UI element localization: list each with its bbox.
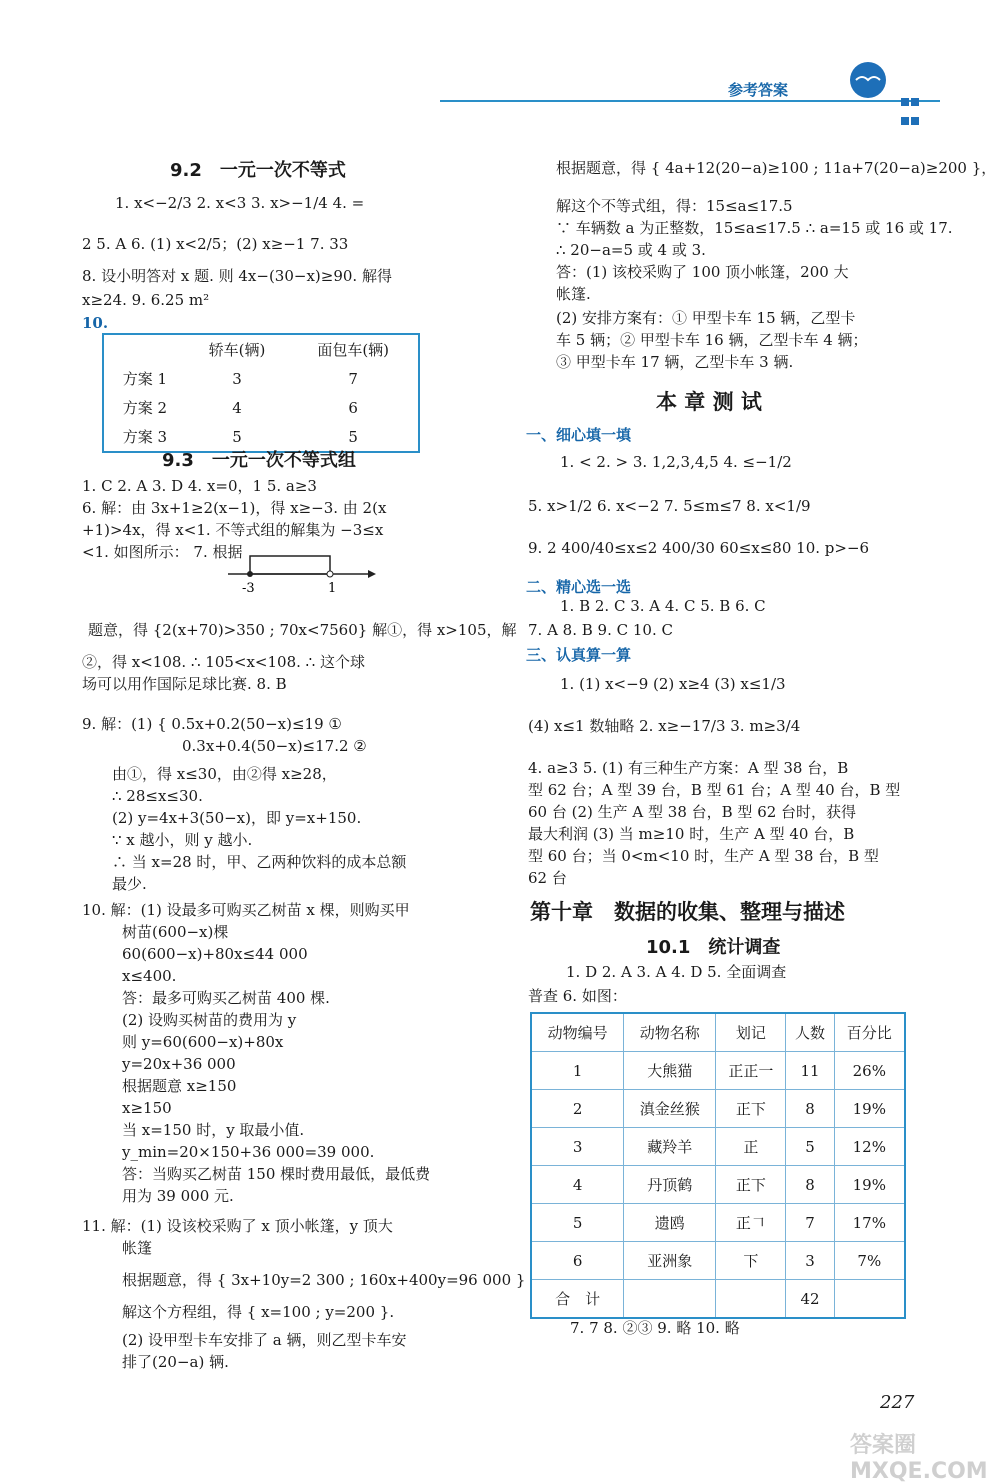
answer-line: <1. 如图所示： 7. 根据: [82, 543, 243, 561]
answer-line: ∴ 28≤x≤30.: [112, 787, 203, 805]
table-cell: 8: [786, 1090, 834, 1128]
answer-line: +1)>4x，得 x<1. 不等式组的解集为 −3≤x: [82, 521, 384, 539]
answer-line: 帐篷.: [556, 285, 591, 303]
table-cell: 下: [716, 1242, 786, 1280]
answer-line: 型 62 台；A 型 39 台，B 型 61 台；A 型 40 台，B 型: [528, 781, 901, 799]
answer-line: 则 y=60(600−x)+80x: [122, 1033, 284, 1051]
answer-line: 由①，得 x≤30，由②得 x≥28，: [112, 765, 337, 783]
answer-line: (2) 安排方案有：① 甲型卡车 15 辆，乙型卡: [556, 309, 856, 327]
answer-line: y=20x+36 000: [122, 1055, 236, 1073]
answer-line: 7. A 8. B 9. C 10. C: [528, 621, 673, 639]
answer-line: 帐篷: [122, 1239, 153, 1257]
table-cell: 7: [786, 1204, 834, 1242]
answer-line: 6. 解：由 3x+1≥2(x−1)，得 x≥−3. 由 2(x: [82, 499, 387, 517]
answer-line: 1. C 2. A 3. D 4. x=0，1 5. a≥3: [82, 477, 317, 495]
answer-line: x≥24. 9. 6.25 m²: [82, 291, 210, 309]
table-header: 面包车(辆): [317, 341, 390, 359]
table-cell: 17%: [834, 1204, 905, 1242]
answer-line: 1. < 2. > 3. 1,2,3,4,5 4. ≤−1/2: [560, 453, 792, 471]
answer-line: ∵ 车辆数 a 为正整数，15≤a≤17.5 ∴ a=15 或 16 或 17.: [556, 219, 953, 237]
table-cell: 11: [786, 1052, 834, 1090]
table-cell: 3: [786, 1242, 834, 1280]
answer-line: 5. x>1/2 6. x<−2 7. 5≤m≤7 8. x<1/9: [528, 497, 811, 515]
answer-line: 60(600−x)+80x≤44 000: [122, 945, 308, 963]
answer-line: 题意，得 {2(x+70)>350 ; 70x<7560} 解①，得 x>105，解: [88, 621, 517, 639]
answer-line: 普查 6. 如图：: [528, 987, 627, 1005]
table-row: [103, 393, 419, 422]
table-header: 动物名称: [624, 1013, 716, 1052]
answer-line: (4) x≤1 数轴略 2. x≥−17/3 3. m≥3/4: [528, 717, 801, 735]
table-header: 划记: [716, 1013, 786, 1052]
table-row: [531, 1204, 905, 1242]
chapter-10-title: 第十章 数据的收集、整理与描述: [530, 900, 845, 924]
table-header: 百分比: [834, 1013, 905, 1052]
table-cell: [834, 1280, 905, 1319]
table-cell: 正下: [716, 1166, 786, 1204]
answer-line: 排了(20−a) 辆.: [122, 1353, 229, 1371]
table-cell: 正正一: [716, 1052, 786, 1090]
answer-line: x≥150: [122, 1099, 172, 1117]
table-cell: 遗鸥: [624, 1204, 716, 1242]
answer-line: (2) 设甲型卡车安排了 a 辆，则乙型卡车安: [122, 1331, 407, 1349]
answer-line: 最少.: [112, 875, 147, 893]
answer-line: 解这个不等式组，得：15≤a≤17.5: [556, 197, 793, 215]
table-cell: 19%: [834, 1166, 905, 1204]
chapter-test-title: 本 章 测 试: [656, 390, 762, 414]
table-cell: 正: [716, 1128, 786, 1166]
part-heading: 三、认真算一算: [526, 646, 632, 664]
answer-line: y_min=20×150+36 000=39 000.: [122, 1143, 375, 1161]
table-cell: 合 计: [531, 1280, 624, 1319]
table-cell: 8: [786, 1166, 834, 1204]
table-animal-survey: [530, 1012, 906, 1319]
table-cell: 42: [786, 1280, 834, 1319]
part-heading: 一、细心填一填: [526, 426, 632, 444]
part-heading: 二、精心选一选: [526, 578, 632, 596]
table-cell: 2: [531, 1090, 624, 1128]
number-line-label: -3: [242, 581, 255, 594]
table-cell: 方案 1: [122, 370, 167, 388]
table-cell: 正𠃍: [716, 1204, 786, 1242]
answer-line: 4. a≥3 5. (1) 有三种生产方案：A 型 38 台，B: [528, 759, 849, 777]
table-cell: 6: [531, 1242, 624, 1280]
table-cell: 19%: [834, 1090, 905, 1128]
answer-line: 0.3x+0.4(50−x)≤17.2 ②: [182, 737, 367, 755]
table-cell: 方案 2: [122, 399, 167, 417]
table-cell: 丹顶鹤: [624, 1166, 716, 1204]
table-cell: 大熊猫: [624, 1052, 716, 1090]
logo-icon: [838, 56, 898, 100]
answer-line: ③ 甲型卡车 17 辆，乙型卡车 3 辆.: [556, 353, 794, 371]
table-cell: 亚洲象: [624, 1242, 716, 1280]
answer-line: 1. B 2. C 3. A 4. C 5. B 6. C: [560, 597, 766, 615]
header-title: 参考答案: [728, 81, 789, 99]
table-cell: 5: [786, 1128, 834, 1166]
answer-line: 根据题意 x≥150: [122, 1077, 237, 1095]
answer-line: 当 x=150 时，y 取最小值.: [122, 1121, 305, 1139]
answer-line: 1. D 2. A 3. A 4. D 5. 全面调查: [566, 963, 787, 981]
table-cell: 5: [348, 427, 358, 446]
answer-line: ∴ 20−a=5 或 4 或 3.: [556, 241, 706, 259]
answer-line: 9. 2 400/40≤x≤2 400/30 60≤x≤80 10. p>−6: [528, 539, 870, 557]
answer-line: (2) y=4x+3(50−x)，即 y=x+150.: [112, 809, 362, 827]
answer-line: 2 5. A 6. (1) x<2/5；(2) x≥−1 7. 33: [82, 235, 349, 253]
answer-line: 根据题意，得 { 4a+12(20−a)≥100 ; 11a+7(20−a)≥200 }，: [556, 159, 997, 177]
table-cell: 3: [232, 369, 242, 388]
section-9-3-title: 9.3 一元一次不等式组: [162, 450, 356, 471]
answer-line: 解这个方程组，得 { x=100 ; y=200 }.: [122, 1303, 395, 1321]
number-line-label: 1: [328, 581, 337, 594]
answer-line: 树苗(600−x)棵: [122, 923, 229, 941]
table-cell: 5: [232, 427, 242, 446]
table-row: [531, 1128, 905, 1166]
table-cell: 6: [348, 398, 358, 417]
table-cell: 正下: [716, 1090, 786, 1128]
table-cell: 12%: [834, 1128, 905, 1166]
answer-line: 答：最多可购买乙树苗 400 棵.: [122, 989, 330, 1007]
table-row-total: [531, 1280, 905, 1319]
answer-line: 8. 设小明答对 x 题. 则 4x−(30−x)≥90. 解得: [82, 267, 392, 285]
table-cell: 3: [531, 1128, 624, 1166]
answer-line: 9. 解：(1) { 0.5x+0.2(50−x)≤19 ①: [82, 715, 342, 733]
table-row: [531, 1242, 905, 1280]
table-cell: 26%: [834, 1052, 905, 1090]
answer-line: ∵ x 越小，则 y 越小.: [112, 831, 253, 849]
table-cell: 5: [531, 1204, 624, 1242]
answer-line: ②，得 x<108. ∴ 105<x<108. ∴ 这个球: [82, 653, 365, 671]
table-cell: 滇金丝猴: [624, 1090, 716, 1128]
answer-line: ∴ 当 x=28 时，甲、乙两种饮料的成本总额: [112, 853, 407, 871]
table-row: [531, 1090, 905, 1128]
table-header: 人数: [786, 1013, 834, 1052]
table-row: [103, 364, 419, 393]
table-row: [531, 1052, 905, 1090]
header-rule: [440, 100, 940, 102]
answer-line: 60 台 (2) 生产 A 型 38 台，B 型 62 台时，获得: [528, 803, 857, 821]
answer-line: 用为 39 000 元.: [122, 1187, 234, 1205]
answer-line: 11. 解：(1) 设该校采购了 x 顶小帐篷，y 顶大: [82, 1217, 393, 1235]
table-header: 轿车(辆): [208, 341, 266, 359]
answer-line: (2) 设购买树苗的费用为 y: [122, 1011, 297, 1029]
answer-line: x≤400.: [122, 967, 177, 985]
table-cell: [716, 1280, 786, 1319]
answer-line: 10. 解：(1) 设最多可购买乙树苗 x 棵，则购买甲: [82, 901, 410, 919]
decoration-squares: [900, 92, 920, 130]
table-header-row: [103, 334, 419, 364]
answer-line: 答：当购买乙树苗 150 棵时费用最低，最低费: [122, 1165, 431, 1183]
answer-line: 车 5 辆；② 甲型卡车 16 辆，乙型卡车 4 辆；: [556, 331, 868, 349]
table-header: 动物编号: [531, 1013, 624, 1052]
answer-line: 62 台: [528, 869, 567, 887]
answer-line: 10.: [82, 314, 109, 332]
table-10: [102, 333, 420, 453]
answer-line: 场可以用作国际足球比赛. 8. B: [82, 675, 287, 693]
watermark: 答案圈 MXQE.COM: [850, 1433, 988, 1484]
answer-line: 7. 7 8. ②③ 9. 略 10. 略: [570, 1319, 740, 1337]
table-row: [531, 1166, 905, 1204]
page-number: 227: [880, 1392, 915, 1413]
table-cell: 4: [531, 1166, 624, 1204]
answer-line: 答：(1) 该校采购了 100 顶小帐篷，200 大: [556, 263, 849, 281]
table-cell: 7%: [834, 1242, 905, 1280]
section-9-2-title: 9.2 一元一次不等式: [170, 160, 346, 181]
table-cell: 1: [531, 1052, 624, 1090]
answer-line: 根据题意，得 { 3x+10y=2 300 ; 160x+400y=96 000 }: [122, 1271, 526, 1289]
table-cell: 7: [348, 369, 358, 388]
table-cell: 4: [232, 398, 242, 417]
table-header: [103, 334, 186, 364]
table-cell: 方案 3: [122, 428, 167, 446]
table-cell: 藏羚羊: [624, 1128, 716, 1166]
answer-line: 型 60 台；当 0<m<10 时，生产 A 型 38 台，B 型: [528, 847, 879, 865]
answer-line: 最大利润 (3) 当 m≥10 时，生产 A 型 40 台，B: [528, 825, 855, 843]
number-line-diagram: [228, 548, 378, 594]
table-cell: [624, 1280, 716, 1319]
section-10-1-title: 10.1 统计调查: [646, 937, 781, 958]
answer-line: 1. x<−2/3 2. x<3 3. x>−1/4 4. =: [115, 194, 365, 212]
answer-line: 1. (1) x<−9 (2) x≥4 (3) x≤1/3: [560, 675, 786, 693]
table-header-row: [531, 1013, 905, 1052]
